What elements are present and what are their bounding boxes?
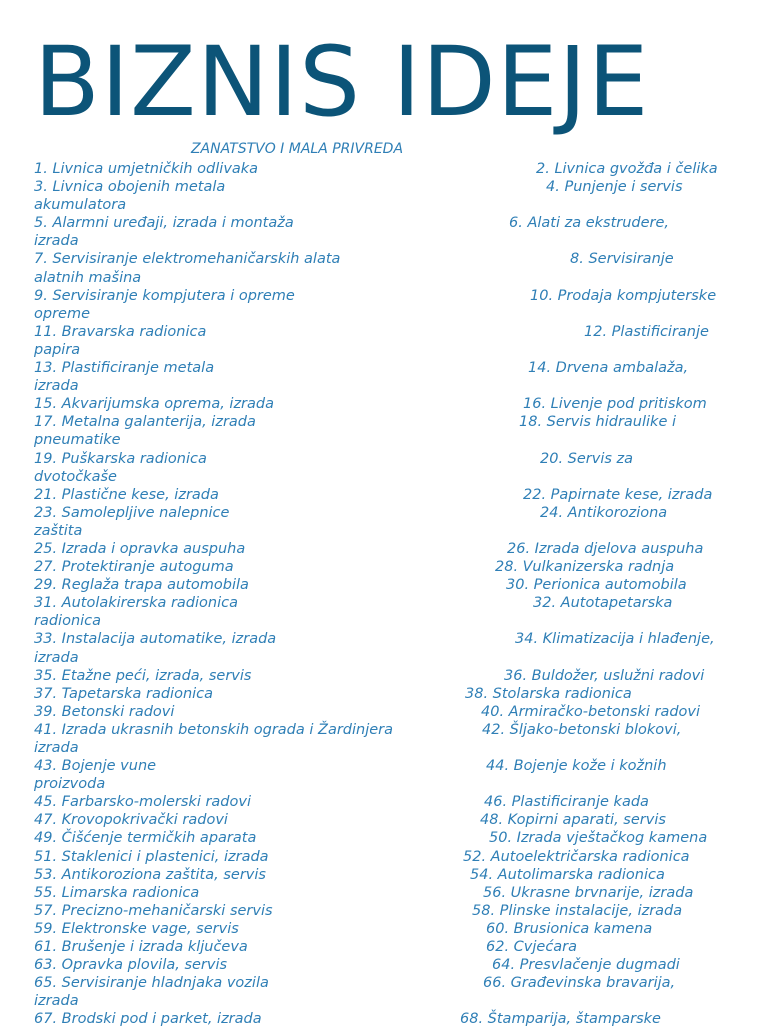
list-row: [34, 902, 734, 920]
list-row: [34, 829, 734, 847]
list-row: [34, 721, 734, 757]
list-item-right: 62. Cvjećara: [486, 939, 578, 956]
list-item-continuation: proizvoda: [34, 776, 106, 793]
list-item-continuation: izrada: [34, 740, 79, 756]
list-item-continuation: opreme: [34, 305, 91, 322]
list-item-right: 6. Alati za ekstrudere,: [509, 215, 670, 232]
list-item-right: 38. Stolarska radionica: [465, 685, 632, 702]
list-item-right: 32. Autotapetarska: [533, 595, 673, 612]
list-row: [34, 558, 734, 576]
list-item-left: 9. Servisiranje kompjutera i opreme: [34, 287, 295, 304]
list-item-right: 50. Izrada vještačkog kamena: [489, 830, 708, 847]
list-item-left: 5. Alarmni uređaji, izrada i montaža: [34, 215, 294, 232]
list-item-right: 36. Buldožer, uslužni radovi: [504, 667, 705, 684]
list-row: [34, 486, 734, 504]
list-row: [34, 250, 734, 286]
list-item-left: 55. Limarska radionica: [34, 884, 200, 901]
list-item-left: 1. Livnica umjetničkih odlivaka: [34, 161, 259, 177]
list-row: [34, 793, 734, 811]
list-item-continuation: izrada: [34, 993, 79, 1010]
list-row: [34, 667, 734, 685]
list-item-right: 58. Plinske instalacije, izrada: [472, 902, 683, 919]
list-item-left: 45. Farbarsko-molerski radovi: [34, 794, 251, 811]
list-item-continuation: radionica: [34, 613, 102, 630]
list-item-left: 31. Autolakirerska radionica: [34, 595, 238, 612]
list-item-left: 3. Livnica obojenih metala: [34, 179, 226, 196]
list-item-left: 17. Metalna galanterija, izrada: [34, 414, 256, 431]
list-row: [34, 504, 734, 540]
list-item-right: 60. Brusionica kamena: [486, 920, 653, 937]
list-item-right: 56. Ukrasne brvnarije, izrada: [483, 884, 694, 901]
list-row: [34, 359, 734, 395]
list-item-left: 27. Protektiranje autoguma: [34, 559, 234, 576]
section-heading: ZANATSTVO I MALA PRIVREDA: [190, 141, 404, 157]
list-item-left: 25. Izrada i opravka auspuha: [34, 540, 246, 557]
list-item-left: 19. Puškarska radionica: [34, 450, 207, 467]
list-item-right: 24. Antikoroziona: [540, 504, 668, 521]
list-row: [34, 214, 734, 250]
list-item-left: 23. Samoleplјive nalepnice: [34, 504, 230, 521]
list-item-continuation: dvotočkaše: [34, 468, 117, 485]
list-item-right: 66. Građevinska bravarija,: [483, 975, 676, 992]
list-row: [34, 160, 734, 178]
list-item-left: 33. Instalacija automatike, izrada: [34, 631, 277, 648]
list-row: [34, 540, 734, 558]
list-item-right: 12. Plastificiranje: [584, 323, 709, 340]
list-item-right: 48. Kopirni aparati, servis: [480, 812, 666, 829]
page-title: BIZNIS IDEJE: [34, 26, 650, 138]
list-row: [34, 576, 734, 594]
list-item-right: 8. Servisiranje: [570, 251, 674, 268]
list-row: [34, 811, 734, 829]
list-item-left: 35. Etažne peći, izrada, servis: [34, 667, 252, 684]
list-item-left: 21. Plastične kese, izrada: [34, 486, 219, 503]
list-item-right: 14. Drvena ambalaža,: [528, 360, 689, 377]
list-row: [34, 757, 734, 793]
list-item-right: 44. Bojenje kože i kožnih: [486, 758, 667, 775]
list-item-right: 16. Livenje pod pritiskom: [523, 396, 707, 413]
list-row: [34, 884, 734, 902]
list-item-left: 63. Opravka plovila, servis: [34, 957, 228, 974]
list-item-left: 53. Antikoroziona zaštita, servis: [34, 866, 266, 883]
list-item-left: 37. Tapetarska radionica: [34, 685, 214, 702]
list-item-right: 34. Klimatizacija i hlađenje,: [515, 631, 715, 648]
list-item-right: 42. Šljako-betonski blokovi,: [482, 721, 682, 738]
list-row: [34, 178, 734, 214]
list-item-continuation: pneumatike: [34, 432, 121, 449]
list-item-left: 41. Izrada ukrasnih betonskih ograda i Žardinjera: [34, 721, 394, 738]
list-item-right: 20. Servis za: [540, 450, 634, 467]
list-row: [34, 938, 734, 956]
list-item-right: 54. Autolimarska radionica: [470, 866, 665, 883]
list-row: [34, 848, 734, 866]
list-item-continuation: papira: [34, 341, 81, 358]
list-item-continuation: akumulatora: [34, 197, 127, 214]
list-item-right: 64. Presvlačenje dugmadi: [492, 957, 680, 974]
list-item-left: 61. Brušenje i izrada ključeva: [34, 939, 248, 956]
list-row: [34, 920, 734, 938]
list-row: [34, 287, 734, 323]
list-item-left: 15. Akvarijumska oprema, izrada: [34, 396, 274, 413]
list-item-right: 28. Vulkanizerska radnja: [495, 559, 675, 576]
list-item-right: 18. Servis hidraulike i: [519, 414, 677, 431]
list-row: [34, 1010, 734, 1028]
list-item-right: 10. Prodaja kompjuterske: [530, 287, 717, 304]
list-item-right: 26. Izrada djelova auspuha: [507, 540, 704, 557]
list-item-left: 51. Staklenici i plastenici, izrada: [34, 848, 269, 865]
list-item-right: 40. Armiračko-betonski radovi: [481, 703, 701, 720]
list-item-right: 68. Štamparija, štamparske: [460, 1011, 661, 1028]
list-row: [34, 323, 734, 359]
list-item-continuation: izrada: [34, 649, 79, 666]
list-item-left: 11. Bravarska radionica: [34, 323, 207, 340]
list-item-right: 30. Perionica automobila: [506, 577, 687, 594]
list-row: [34, 974, 734, 1010]
list-row: [34, 413, 734, 449]
list-item-right: 52. Autoelektričarska radionica: [463, 848, 690, 865]
list-item-continuation: izrada: [34, 233, 79, 250]
list-item-right: 22. Papirnate kese, izrada: [523, 486, 713, 503]
list-item-left: 59. Elektronske vage, servis: [34, 920, 239, 937]
list-item-left: 65. Servisiranje hladnjaka vozila: [34, 975, 269, 992]
list-item-left: 47. Krovopokrivački radovi: [34, 812, 228, 829]
list-item-left: 67. Brodski pod i parket, izrada: [34, 1011, 262, 1028]
list-item-left: 39. Betonski radovi: [34, 703, 175, 720]
list-item-continuation: izrada: [34, 378, 79, 395]
list-row: [34, 956, 734, 974]
list-item-continuation: alatnih mašina: [34, 269, 142, 286]
list-item-right: 46. Plastificiranje kada: [484, 794, 649, 811]
list-row: [34, 866, 734, 884]
ideas-list: [34, 160, 734, 1029]
list-item-left: 43. Bojenje vune: [34, 758, 157, 775]
list-row: [34, 395, 734, 413]
list-row: [34, 685, 734, 703]
list-item-left: 57. Precizno-mehaničarski servis: [34, 902, 273, 919]
list-item-continuation: zaštita: [34, 522, 83, 539]
list-row: [34, 630, 734, 666]
list-item-left: 49. Čišćenje termičkih aparata: [34, 830, 257, 847]
list-item-left: 29. Reglaža trapa automobila: [34, 577, 249, 594]
list-row: [34, 703, 734, 721]
list-item-left: 13. Plastificiranje metala: [34, 360, 215, 377]
list-item-right: 2. Livnica gvožđa i čelika: [536, 161, 718, 177]
list-item-left: 7. Servisiranje elektromehaničarskih alata: [34, 251, 341, 268]
list-item-right: 4. Punjenje i servis: [546, 179, 683, 196]
list-row: [34, 594, 734, 630]
list-row: [34, 450, 734, 486]
